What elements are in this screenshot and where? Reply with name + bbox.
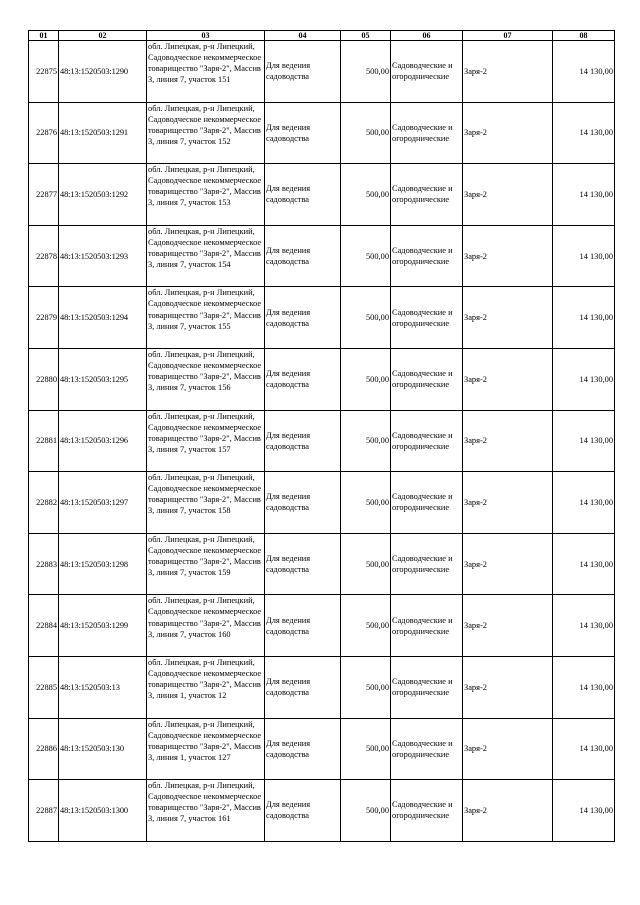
permitted-use-cell: Для ведения садоводства (265, 164, 341, 226)
table-body (29, 41, 615, 842)
area-cell: 500,00 (341, 164, 391, 226)
table-row (29, 348, 615, 410)
row-number-cell: 22883 (29, 533, 59, 595)
permitted-use-cell: Для ведения садоводства (265, 780, 341, 842)
cadastral-number-cell: 48:13:1520503:13 (59, 656, 147, 718)
table-row (29, 595, 615, 657)
cadastral-number-cell: 48:13:1520503:130 (59, 718, 147, 780)
address-cell: обл. Липецкая, р-н Липецкий, Садоводческое некоммерческое товарищество "Заря-2", Массив 3, линия 7, участок 155 (147, 287, 265, 349)
land-category-cell: Садоводческие и огороднические (391, 533, 463, 595)
land-category-cell: Садоводческие и огороднические (391, 472, 463, 534)
column-header: 06 (391, 31, 463, 41)
area-cell: 500,00 (341, 656, 391, 718)
permitted-use-cell: Для ведения садоводства (265, 225, 341, 287)
row-number-cell: 22887 (29, 780, 59, 842)
column-header: 01 (29, 31, 59, 41)
header-row (29, 31, 615, 41)
address-cell: обл. Липецкая, р-н Липецкий, Садоводческое некоммерческое товарищество "Заря-2", Массив 3, линия 1, участок 12 (147, 656, 265, 718)
column-header: 05 (341, 31, 391, 41)
row-number-cell: 22886 (29, 718, 59, 780)
permitted-use-cell: Для ведения садоводства (265, 102, 341, 164)
permitted-use-cell: Для ведения садоводства (265, 595, 341, 657)
permitted-use-cell: Для ведения садоводства (265, 533, 341, 595)
location-cell: Заря-2 (463, 410, 553, 472)
column-header: 08 (553, 31, 615, 41)
land-plots-table (28, 30, 615, 842)
permitted-use-cell: Для ведения садоводства (265, 348, 341, 410)
table-row (29, 472, 615, 534)
land-category-cell: Садоводческие и огороднические (391, 287, 463, 349)
table-row (29, 225, 615, 287)
cadastral-cost-cell: 14 130,00 (553, 472, 615, 534)
land-category-cell: Садоводческие и огороднические (391, 410, 463, 472)
column-header: 03 (147, 31, 265, 41)
address-cell: обл. Липецкая, р-н Липецкий, Садоводческое некоммерческое товарищество "Заря-2", Массив 3, линия 7, участок 154 (147, 225, 265, 287)
land-category-cell: Садоводческие и огороднические (391, 102, 463, 164)
table-row (29, 718, 615, 780)
land-category-cell: Садоводческие и огороднические (391, 41, 463, 103)
cadastral-cost-cell: 14 130,00 (553, 656, 615, 718)
row-number-cell: 22882 (29, 472, 59, 534)
address-cell: обл. Липецкая, р-н Липецкий, Садоводческое некоммерческое товарищество "Заря-2", Массив 3, линия 7, участок 151 (147, 41, 265, 103)
permitted-use-cell: Для ведения садоводства (265, 41, 341, 103)
table-row (29, 164, 615, 226)
cadastral-number-cell: 48:13:1520503:1298 (59, 533, 147, 595)
table-row (29, 533, 615, 595)
cadastral-cost-cell: 14 130,00 (553, 225, 615, 287)
table-row (29, 287, 615, 349)
cadastral-cost-cell: 14 130,00 (553, 41, 615, 103)
row-number-cell: 22878 (29, 225, 59, 287)
address-cell: обл. Липецкая, р-н Липецкий, Садоводческое некоммерческое товарищество "Заря-2", Массив 3, линия 1, участок 127 (147, 718, 265, 780)
cadastral-cost-cell: 14 130,00 (553, 348, 615, 410)
table-row (29, 41, 615, 103)
table-row (29, 102, 615, 164)
permitted-use-cell: Для ведения садоводства (265, 656, 341, 718)
cadastral-number-cell: 48:13:1520503:1292 (59, 164, 147, 226)
row-number-cell: 22881 (29, 410, 59, 472)
cadastral-cost-cell: 14 130,00 (553, 164, 615, 226)
cadastral-number-cell: 48:13:1520503:1297 (59, 472, 147, 534)
cadastral-number-cell: 48:13:1520503:1294 (59, 287, 147, 349)
land-category-cell: Садоводческие и огороднические (391, 780, 463, 842)
permitted-use-cell: Для ведения садоводства (265, 718, 341, 780)
area-cell: 500,00 (341, 225, 391, 287)
location-cell: Заря-2 (463, 533, 553, 595)
cadastral-number-cell: 48:13:1520503:1295 (59, 348, 147, 410)
area-cell: 500,00 (341, 780, 391, 842)
row-number-cell: 22876 (29, 102, 59, 164)
table-row (29, 410, 615, 472)
location-cell: Заря-2 (463, 718, 553, 780)
area-cell: 500,00 (341, 472, 391, 534)
area-cell: 500,00 (341, 348, 391, 410)
cadastral-number-cell: 48:13:1520503:1300 (59, 780, 147, 842)
cadastral-number-cell: 48:13:1520503:1293 (59, 225, 147, 287)
area-cell: 500,00 (341, 533, 391, 595)
address-cell: обл. Липецкая, р-н Липецкий, Садоводческое некоммерческое товарищество "Заря-2", Массив 3, линия 7, участок 161 (147, 780, 265, 842)
address-cell: обл. Липецкая, р-н Липецкий, Садоводческое некоммерческое товарищество "Заря-2", Массив 3, линия 7, участок 158 (147, 472, 265, 534)
address-cell: обл. Липецкая, р-н Липецкий, Садоводческое некоммерческое товарищество "Заря-2", Массив 3, линия 7, участок 153 (147, 164, 265, 226)
row-number-cell: 22884 (29, 595, 59, 657)
cadastral-number-cell: 48:13:1520503:1299 (59, 595, 147, 657)
row-number-cell: 22879 (29, 287, 59, 349)
permitted-use-cell: Для ведения садоводства (265, 287, 341, 349)
land-category-cell: Садоводческие и огороднические (391, 595, 463, 657)
area-cell: 500,00 (341, 410, 391, 472)
column-header: 04 (265, 31, 341, 41)
area-cell: 500,00 (341, 102, 391, 164)
area-cell: 500,00 (341, 718, 391, 780)
land-category-cell: Садоводческие и огороднические (391, 348, 463, 410)
column-header: 07 (463, 31, 553, 41)
location-cell: Заря-2 (463, 656, 553, 718)
area-cell: 500,00 (341, 595, 391, 657)
land-category-cell: Садоводческие и огороднические (391, 164, 463, 226)
location-cell: Заря-2 (463, 102, 553, 164)
address-cell: обл. Липецкая, р-н Липецкий, Садоводческое некоммерческое товарищество "Заря-2", Массив 3, линия 7, участок 152 (147, 102, 265, 164)
location-cell: Заря-2 (463, 41, 553, 103)
table-row (29, 780, 615, 842)
row-number-cell: 22877 (29, 164, 59, 226)
land-category-cell: Садоводческие и огороднические (391, 718, 463, 780)
cadastral-cost-cell: 14 130,00 (553, 780, 615, 842)
cadastral-number-cell: 48:13:1520503:1291 (59, 102, 147, 164)
land-category-cell: Садоводческие и огороднические (391, 225, 463, 287)
area-cell: 500,00 (341, 41, 391, 103)
location-cell: Заря-2 (463, 595, 553, 657)
cadastral-number-cell: 48:13:1520503:1290 (59, 41, 147, 103)
column-header: 02 (59, 31, 147, 41)
address-cell: обл. Липецкая, р-н Липецкий, Садоводческое некоммерческое товарищество "Заря-2", Массив 3, линия 7, участок 156 (147, 348, 265, 410)
location-cell: Заря-2 (463, 164, 553, 226)
table-row (29, 656, 615, 718)
location-cell: Заря-2 (463, 472, 553, 534)
cadastral-cost-cell: 14 130,00 (553, 718, 615, 780)
row-number-cell: 22885 (29, 656, 59, 718)
permitted-use-cell: Для ведения садоводства (265, 472, 341, 534)
cadastral-cost-cell: 14 130,00 (553, 533, 615, 595)
permitted-use-cell: Для ведения садоводства (265, 410, 341, 472)
location-cell: Заря-2 (463, 225, 553, 287)
cadastral-cost-cell: 14 130,00 (553, 595, 615, 657)
address-cell: обл. Липецкая, р-н Липецкий, Садоводческое некоммерческое товарищество "Заря-2", Массив 3, линия 7, участок 160 (147, 595, 265, 657)
location-cell: Заря-2 (463, 287, 553, 349)
area-cell: 500,00 (341, 287, 391, 349)
location-cell: Заря-2 (463, 348, 553, 410)
cadastral-cost-cell: 14 130,00 (553, 102, 615, 164)
location-cell: Заря-2 (463, 780, 553, 842)
address-cell: обл. Липецкая, р-н Липецкий, Садоводческое некоммерческое товарищество "Заря-2", Массив 3, линия 7, участок 159 (147, 533, 265, 595)
cadastral-number-cell: 48:13:1520503:1296 (59, 410, 147, 472)
cadastral-cost-cell: 14 130,00 (553, 287, 615, 349)
land-category-cell: Садоводческие и огороднические (391, 656, 463, 718)
address-cell: обл. Липецкая, р-н Липецкий, Садоводческое некоммерческое товарищество "Заря-2", Массив 3, линия 7, участок 157 (147, 410, 265, 472)
cadastral-cost-cell: 14 130,00 (553, 410, 615, 472)
row-number-cell: 22880 (29, 348, 59, 410)
row-number-cell: 22875 (29, 41, 59, 103)
